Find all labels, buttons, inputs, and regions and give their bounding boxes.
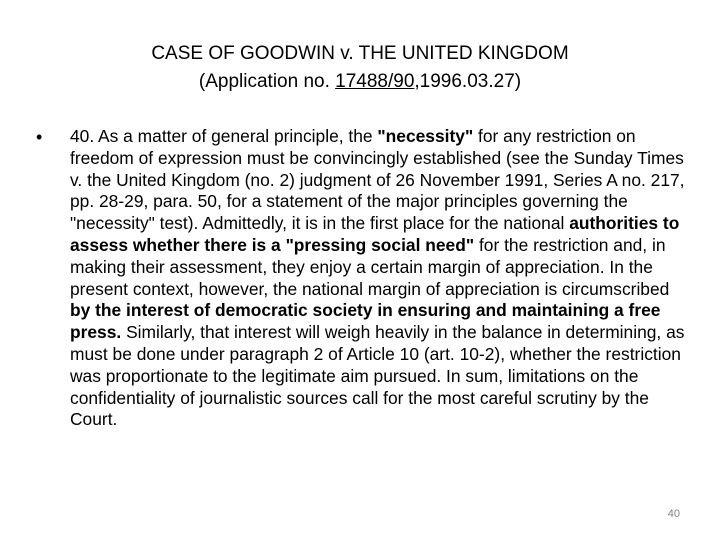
bullet-marker: •: [36, 127, 43, 147]
title-line-2: [0, 68, 720, 96]
bullet-list-item: [36, 126, 686, 431]
application-number-link[interactable]: 17488/90: [335, 71, 415, 92]
paragraph-segment: Similarly, that interest will weigh heavily in the balance in determining, as must be done under paragraph 2 of Article 10 (art. 10-2), whether the restriction was proportionate to the legitimate aim pursued. In sum, limitations on the confidentiality of journalistic sources call for the most careful scrutiny by the Court.: [70, 322, 685, 430]
paragraph-bold-segment: "necessity": [377, 126, 474, 146]
paragraph-segment: 40. As a matter of general principle, the: [70, 126, 378, 146]
title-line-1: CASE OF GOODWIN v. THE UNITED KINGDOM: [151, 43, 569, 64]
bullet-paragraph: [70, 126, 686, 431]
paragraph-bold-segment: authorities to assess whether there is a "pressing social need": [70, 213, 680, 255]
page-number: 40: [667, 508, 680, 520]
paragraph-bold-segment: by the interest of democratic society in ensuring and maintaining a free press.: [70, 300, 661, 343]
slide-title: [0, 40, 720, 96]
title-line-2-suffix: ,1996.03.27): [414, 71, 522, 92]
paragraph-segment: for any restriction on freedom of expression must be convincingly established (see the Sunday Times v. the United Kingdom (no. 2) judgment of 26 November 1991, Series A no. 217, pp. 28-29, para. 50, for a statement of the major principles governing the "necessity" test). Admittedly, it is in the first place for the national: [70, 126, 685, 234]
title-line-2-prefix: (Application no.: [198, 71, 336, 92]
paragraph-segment: for the restriction and, in making their assessment, they enjoy a certain margin of appreciation. In the present context, however, the national margin of appreciation is circumscribed: [70, 234, 670, 299]
